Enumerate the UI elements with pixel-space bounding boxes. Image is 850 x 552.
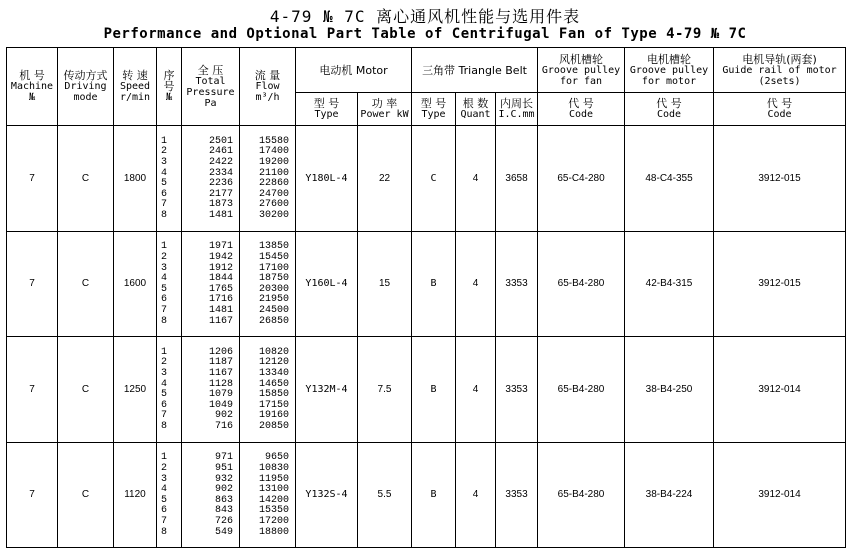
- flow-list-item: 20300: [258, 283, 289, 295]
- driving-mode-cell: C: [58, 126, 114, 232]
- driving-mode-cell: C: [58, 231, 114, 337]
- speed-cell: 1250: [114, 337, 157, 443]
- flow-list-item: 19200: [258, 157, 289, 169]
- motor-type-cell: Y160L-4: [296, 231, 358, 337]
- flow-list: [240, 442, 296, 548]
- header-motor-group: 电动机 Motor: [296, 48, 412, 93]
- performance-table: [6, 47, 846, 548]
- pressure-list-item: 1079: [208, 389, 233, 401]
- pressure-list-item: 971: [214, 452, 233, 464]
- sequence-list-item: 8: [161, 210, 168, 222]
- machine-cell: 7: [7, 126, 58, 232]
- flow-list: [240, 337, 296, 443]
- flow-list-item: 18800: [258, 526, 289, 538]
- sequence-list-item: 1: [161, 241, 168, 253]
- sequence-list-item: 3: [161, 157, 168, 169]
- pressure-list-item: 932: [214, 473, 233, 485]
- pressure-list-item: 2334: [208, 167, 233, 179]
- flow-list-item: 14650: [258, 378, 289, 390]
- pressure-list-item: 1167: [208, 368, 233, 380]
- flow-list-item: 21100: [258, 167, 289, 179]
- sequence-list-item: 2: [161, 462, 168, 474]
- pressure-list-item: 726: [214, 515, 233, 527]
- flow-list-item: 18750: [258, 273, 289, 285]
- header-motor-pulley-code: 代 号 Code: [625, 93, 714, 126]
- table-row: [7, 126, 846, 232]
- flow-list-item: 22860: [258, 178, 289, 190]
- motor-pulley-code-cell: 38-B4-224: [625, 442, 714, 548]
- motor-pulley-code-cell: 38-B4-250: [625, 337, 714, 443]
- motor-power-cell: 15: [358, 231, 412, 337]
- sequence-list-item: 1: [161, 452, 168, 464]
- header-machine: 机 号 Machine №: [7, 48, 58, 126]
- sequence-list-item: 8: [161, 315, 168, 327]
- flow-list-item: 13100: [258, 484, 289, 496]
- flow-list: [240, 126, 296, 232]
- header-belt-quantity: 根 数 Quant: [456, 93, 496, 126]
- fan-pulley-code-cell: 65-C4-280: [538, 126, 625, 232]
- sequence-list-item: 4: [161, 484, 168, 496]
- flow-list-item: 15350: [258, 505, 289, 517]
- sequence-list-item: 5: [161, 283, 168, 295]
- speed-cell: 1600: [114, 231, 157, 337]
- header-guide-rail: 电机导轨(两套) Guide rail of motor (2sets): [714, 48, 846, 93]
- sequence-list-item: 3: [161, 473, 168, 485]
- header-motor-type: 型 号 Type: [296, 93, 358, 126]
- flow-list-item: 26850: [258, 315, 289, 327]
- machine-cell: 7: [7, 442, 58, 548]
- pressure-list-item: 1716: [208, 294, 233, 306]
- table-title-en: Performance and Optional Part Table of Centrifugal Fan of Type 4-79 № 7C: [103, 26, 747, 42]
- pressure-list: [182, 337, 240, 443]
- belt-ic-cell: 3658: [496, 126, 538, 232]
- sequence-list-item: 1: [161, 135, 168, 147]
- guide-rail-code-cell: 3912-015: [714, 231, 846, 337]
- belt-quantity-cell: 4: [456, 442, 496, 548]
- driving-mode-cell: C: [58, 442, 114, 548]
- header-flow: 流 量 Flow m³/h: [240, 48, 296, 126]
- flow-list-item: 17150: [258, 399, 289, 411]
- machine-cell: 7: [7, 337, 58, 443]
- belt-type-cell: C: [412, 126, 456, 232]
- flow-list-item: 30200: [258, 210, 289, 222]
- flow-list-item: 17200: [258, 515, 289, 527]
- belt-type-cell: B: [412, 337, 456, 443]
- speed-cell: 1120: [114, 442, 157, 548]
- flow-list-item: 9650: [264, 452, 289, 464]
- sequence-list-item: 6: [161, 399, 168, 411]
- table-title-cn: 4-79 № 7C 离心通风机性能与选用件表: [269, 7, 581, 26]
- sequence-list-item: 6: [161, 188, 168, 200]
- table-row: [7, 442, 846, 548]
- pressure-list-item: 1128: [208, 378, 233, 390]
- sequence-list-item: 8: [161, 526, 168, 538]
- sequence-list-item: 7: [161, 304, 168, 316]
- flow-list-item: 15850: [258, 389, 289, 401]
- sequence-list: [157, 231, 182, 337]
- speed-cell: 1800: [114, 126, 157, 232]
- flow-list: [240, 231, 296, 337]
- sequence-list-item: 5: [161, 389, 168, 401]
- motor-power-cell: 7.5: [358, 337, 412, 443]
- flow-list-item: 11950: [258, 473, 289, 485]
- motor-pulley-code-cell: 48-C4-355: [625, 126, 714, 232]
- sequence-list-item: 7: [161, 199, 168, 211]
- belt-ic-cell: 3353: [496, 231, 538, 337]
- flow-list-item: 17100: [258, 262, 289, 274]
- motor-type-cell: Y180L-4: [296, 126, 358, 232]
- flow-list-item: 21950: [258, 294, 289, 306]
- header-belt-type: 型 号 Type: [412, 93, 456, 126]
- header-speed: 转 速 Speed r/min: [114, 48, 157, 126]
- sequence-list-item: 6: [161, 294, 168, 306]
- guide-rail-code-cell: 3912-014: [714, 442, 846, 548]
- motor-pulley-code-cell: 42-B4-315: [625, 231, 714, 337]
- pressure-list-item: 1167: [208, 315, 233, 327]
- flow-list-item: 14200: [258, 494, 289, 506]
- guide-rail-code-cell: 3912-014: [714, 337, 846, 443]
- pressure-list-item: 843: [214, 505, 233, 517]
- belt-quantity-cell: 4: [456, 126, 496, 232]
- pressure-list-item: 2461: [208, 146, 233, 158]
- header-driving-mode: 传动方式 Driving mode: [58, 48, 114, 126]
- flow-list-item: 10830: [258, 462, 289, 474]
- flow-list-item: 15580: [258, 135, 289, 147]
- guide-rail-code-cell: 3912-015: [714, 126, 846, 232]
- sequence-list-item: 6: [161, 505, 168, 517]
- sequence-list-item: 2: [161, 251, 168, 263]
- header-sequence: 序 号 №: [157, 48, 182, 126]
- pressure-list: [182, 442, 240, 548]
- sequence-list-item: 3: [161, 368, 168, 380]
- sequence-list-item: 7: [161, 410, 168, 422]
- sequence-list-item: 3: [161, 262, 168, 274]
- belt-ic-cell: 3353: [496, 442, 538, 548]
- pressure-list-item: 863: [214, 494, 233, 506]
- sequence-list-item: 8: [161, 421, 168, 433]
- pressure-list-item: 1765: [208, 283, 233, 295]
- pressure-list-item: 716: [214, 421, 233, 433]
- flow-list-item: 17400: [258, 146, 289, 158]
- belt-type-cell: B: [412, 231, 456, 337]
- sequence-list-item: 4: [161, 167, 168, 179]
- pressure-list-item: 902: [214, 410, 233, 422]
- pressure-list-item: 1844: [208, 273, 233, 285]
- pressure-list-item: 1971: [208, 241, 233, 253]
- fan-pulley-code-cell: 65-B4-280: [538, 442, 625, 548]
- pressure-list-item: 1206: [208, 346, 233, 358]
- fan-pulley-code-cell: 65-B4-280: [538, 337, 625, 443]
- sequence-list: [157, 442, 182, 548]
- pressure-list-item: 1481: [208, 210, 233, 222]
- flow-list-item: 24500: [258, 304, 289, 316]
- header-motor-pulley: 电机槽轮 Groove pulley for motor: [625, 48, 714, 93]
- flow-list-item: 15450: [258, 251, 289, 263]
- header-fan-pulley-code: 代 号 Code: [538, 93, 625, 126]
- table-row: [7, 337, 846, 443]
- flow-list-item: 12120: [258, 357, 289, 369]
- motor-type-cell: Y132S-4: [296, 442, 358, 548]
- pressure-list-item: 951: [214, 462, 233, 474]
- pressure-list-item: 2422: [208, 157, 233, 169]
- sequence-list-item: 5: [161, 178, 168, 190]
- machine-cell: 7: [7, 231, 58, 337]
- pressure-list-item: 1187: [208, 357, 233, 369]
- belt-quantity-cell: 4: [456, 231, 496, 337]
- motor-power-cell: 22: [358, 126, 412, 232]
- flow-list-item: 27600: [258, 199, 289, 211]
- header-total-pressure: 全 压 Total Pressure Pa: [182, 48, 240, 126]
- flow-list-item: 19160: [258, 410, 289, 422]
- flow-list-item: 13850: [258, 241, 289, 253]
- sequence-list-item: 4: [161, 378, 168, 390]
- sequence-list-item: 5: [161, 494, 168, 506]
- header-guide-rail-code: 代 号 Code: [714, 93, 846, 126]
- motor-power-cell: 5.5: [358, 442, 412, 548]
- flow-list-item: 20850: [258, 421, 289, 433]
- sequence-list-item: 2: [161, 146, 168, 158]
- pressure-list-item: 1049: [208, 399, 233, 411]
- pressure-list: [182, 231, 240, 337]
- pressure-list-item: 2236: [208, 178, 233, 190]
- sequence-list-item: 2: [161, 357, 168, 369]
- pressure-list: [182, 126, 240, 232]
- pressure-list-item: 2177: [208, 188, 233, 200]
- header-belt-group: 三角带 Triangle Belt: [412, 48, 538, 93]
- belt-type-cell: B: [412, 442, 456, 548]
- pressure-list-item: 2501: [208, 135, 233, 147]
- flow-list-item: 10820: [258, 346, 289, 358]
- pressure-list-item: 549: [214, 526, 233, 538]
- pressure-list-item: 1912: [208, 262, 233, 274]
- table-row: [7, 231, 846, 337]
- header-fan-pulley: 风机槽轮 Groove pulley for fan: [538, 48, 625, 93]
- pressure-list-item: 1873: [208, 199, 233, 211]
- belt-quantity-cell: 4: [456, 337, 496, 443]
- header-belt-ic: 内周长 I.C.mm: [496, 93, 538, 126]
- sequence-list-item: 7: [161, 515, 168, 527]
- belt-ic-cell: 3353: [496, 337, 538, 443]
- pressure-list-item: 902: [214, 484, 233, 496]
- sequence-list: [157, 337, 182, 443]
- flow-list-item: 24700: [258, 188, 289, 200]
- pressure-list-item: 1481: [208, 304, 233, 316]
- sequence-list-item: 1: [161, 346, 168, 358]
- motor-type-cell: Y132M-4: [296, 337, 358, 443]
- header-row-1: [7, 48, 846, 93]
- driving-mode-cell: C: [58, 337, 114, 443]
- sequence-list: [157, 126, 182, 232]
- fan-pulley-code-cell: 65-B4-280: [538, 231, 625, 337]
- pressure-list-item: 1942: [208, 251, 233, 263]
- flow-list-item: 13340: [258, 368, 289, 380]
- header-motor-power: 功 率 Power kW: [358, 93, 412, 126]
- sequence-list-item: 4: [161, 273, 168, 285]
